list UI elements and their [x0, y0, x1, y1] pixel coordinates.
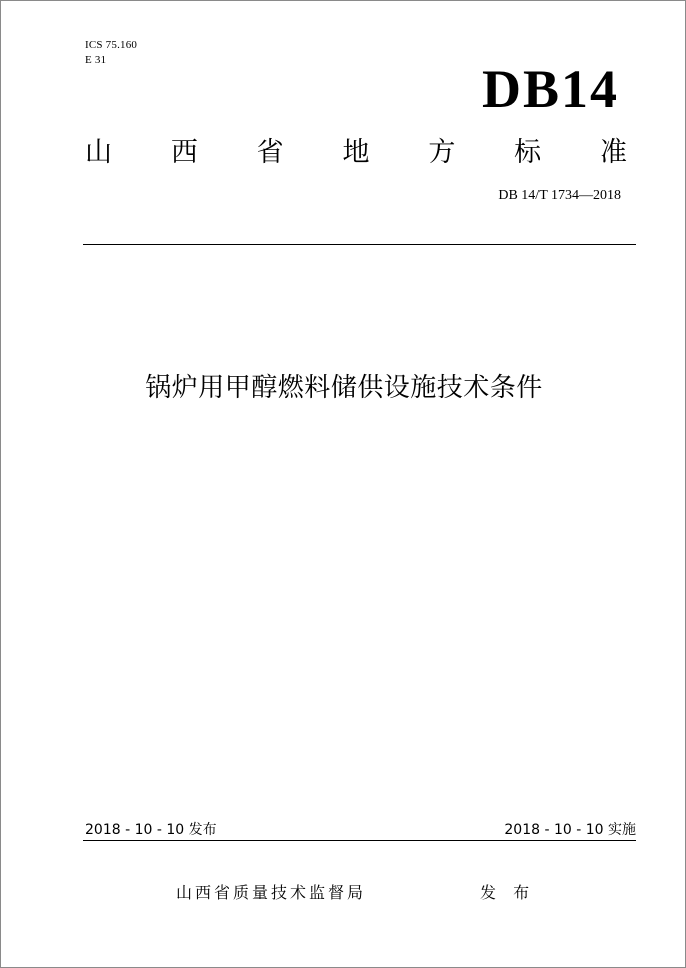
document-title: 锅炉用甲醇燃料储供设施技术条件 [145, 373, 543, 403]
classification-codes [85, 38, 137, 68]
standard-type [85, 137, 627, 169]
standard-type-char: 山 [85, 137, 112, 168]
ics-code: ICS 75.160 [85, 39, 138, 51]
standard-type-char: 方 [428, 137, 456, 168]
standard-number: DB 14/T 1734—2018 [498, 188, 621, 203]
standard-type-char: 地 [342, 137, 370, 168]
ccs-code: E 31 [85, 54, 107, 66]
standard-type-char: 标 [514, 137, 542, 168]
issuing-authority: 山西省质量技术监督局 [176, 883, 367, 902]
issue-label: 发 布 [480, 883, 536, 902]
standard-type-char: 省 [256, 137, 284, 168]
standard-type-char: 准 [599, 137, 627, 168]
issue-date: 2018 - 10 - 10 发布 [85, 822, 217, 838]
standard-type-char: 西 [170, 137, 198, 168]
bottom-divider [83, 840, 636, 841]
top-divider [83, 244, 636, 245]
db-mark: DB14 [481, 59, 619, 119]
implementation-date: 2018 - 10 - 10 实施 [504, 822, 636, 838]
